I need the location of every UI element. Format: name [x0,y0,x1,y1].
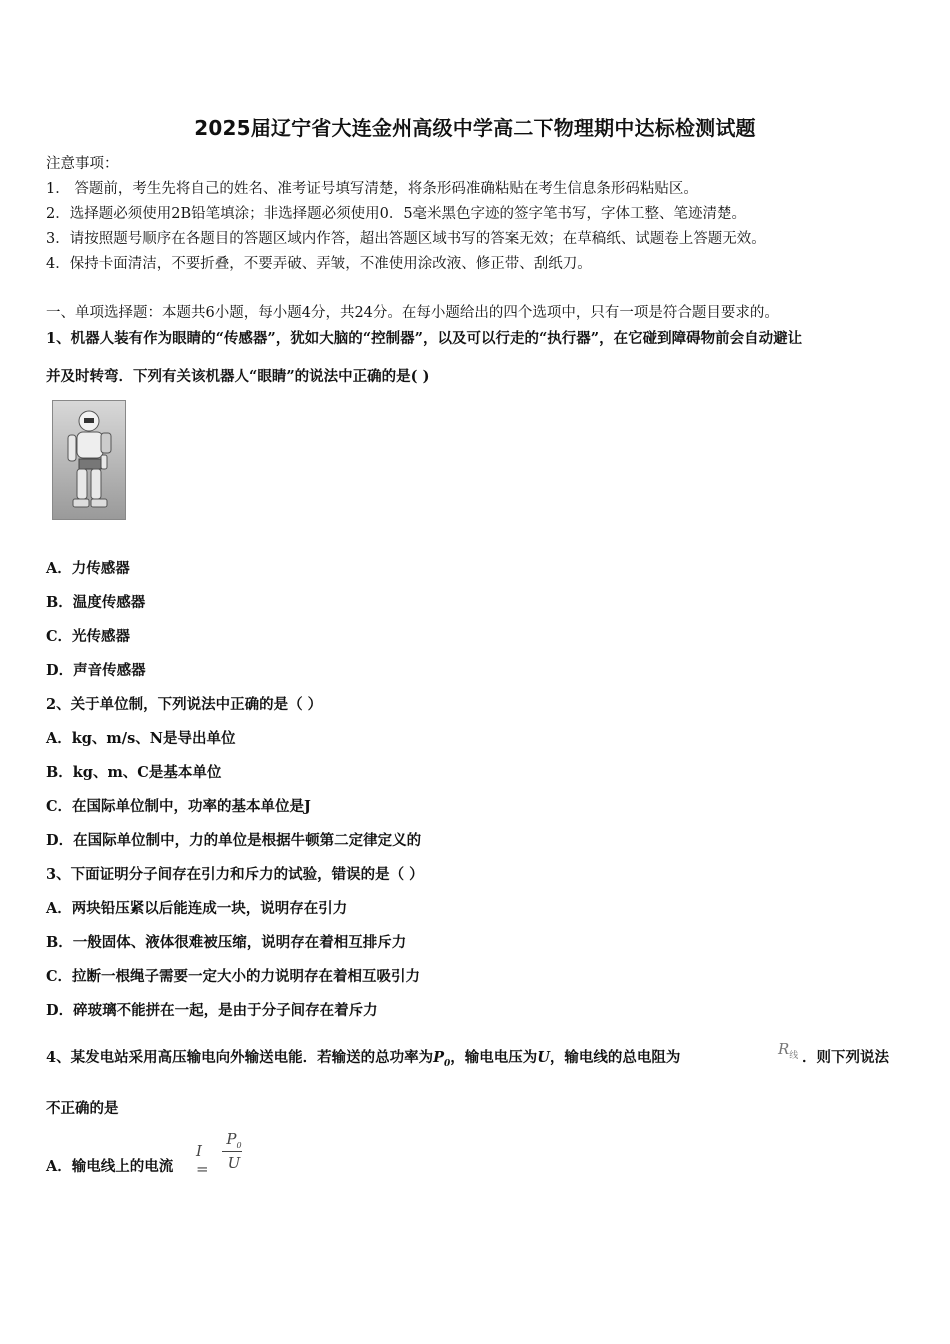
q2-option-a: A．kg、m/s、N是导出单位 [46,730,236,747]
q1-option-a: A．力传感器 [46,560,130,577]
q4-p0-symbol: $P_0$ [433,1049,451,1069]
notice-heading: 注意事项： [46,156,119,172]
formula-numerator: $P_0$ [226,1130,242,1150]
q1-option-b: B．温度传感器 [46,594,146,611]
q4-stem-tail: ．则下列说法 [802,1049,889,1066]
q1-option-d: D．声音传感器 [46,662,146,679]
q1-stem-line1: 1、机器人装有作为眼睛的“传感器”，犹如大脑的“控制器”，以及可以行走的“执行器”，在它碰到障碍物前会自动避让 [46,330,803,347]
notice-item: 3．请按照题号顺序在各题目的答题区域内作答，超出答题区域书写的答案无效；在草稿纸、试题卷上答题无效。 [46,231,766,247]
q2-option-b: B．kg、m、C是基本单位 [46,764,222,781]
q4-stem-line1 [46,1046,680,1069]
q4-option-a: A．输电线上的电流 [46,1158,174,1175]
q2-stem: 2、关于单位制，下列说法中正确的是（ ） [46,696,323,713]
q2-option-d: D．在国际单位制中，力的单位是根据牛顿第二定律定义的 [46,832,422,849]
q3-option-a: A．两块铅压紧以后能连成一块，说明存在引力 [46,900,348,917]
formula-lhs: I = [196,1142,209,1178]
q3-option-b: B．一般固体、液体很难被压缩，说明存在着相互排斥力 [46,934,407,951]
robot-image [52,400,126,520]
robot-illustration [53,401,125,519]
notice-item: 2．选择题必须使用2B铅笔填涂；非选择题必须使用0．5毫米黑色字迹的签字笔书写，字体工整、笔迹清楚。 [46,206,747,222]
section-heading: 一、单项选择题：本题共6小题，每小题4分，共24分。在每小题给出的四个选项中，只有一项是符合题目要求的。 [46,305,779,321]
notice-item: 4．保持卡面清洁，不要折叠，不要弄破、弄皱，不准使用涂改液、修正带、刮纸刀。 [46,256,592,272]
q2-option-c: C．在国际单位制中，功率的基本单位是J [46,798,311,815]
q4-stem-text: 4、某发电站采用高压输电向外输送电能．若输送的总功率为 [46,1049,434,1066]
notice-item: 1． 答题前，考生先将自己的姓名、准考证号填写清楚，将条形码准确粘贴在考生信息条形码粘贴区。 [46,181,698,197]
q4-stem-line2: 不正确的是 [46,1100,119,1117]
formula-denominator: U [227,1154,241,1172]
fraction-bar [222,1151,242,1152]
q3-option-d: D．碎玻璃不能拼在一起，是由于分子间存在着斥力 [46,1002,378,1019]
q1-option-c: C．光传感器 [46,628,131,645]
q1-stem-line2: 并及时转弯．下列有关该机器人“眼睛”的说法中正确的是( ) [46,368,430,385]
q4-r-symbol: $R_线$ [778,1040,799,1061]
q4-stem-text: ，输电线的总电阻为 [549,1049,681,1066]
q3-option-c: C．拉断一根绳子需要一定大小的力说明存在着相互吸引力 [46,968,421,985]
page-title: 2025届辽宁省大连金州高级中学高二下物理期中达标检测试题 [194,116,756,140]
q3-stem: 3、下面证明分子间存在引力和斥力的试验，错误的是（ ） [46,866,424,883]
q4-u-symbol: U [537,1049,550,1066]
q4-stem-text: ，输电电压为 [450,1049,538,1066]
